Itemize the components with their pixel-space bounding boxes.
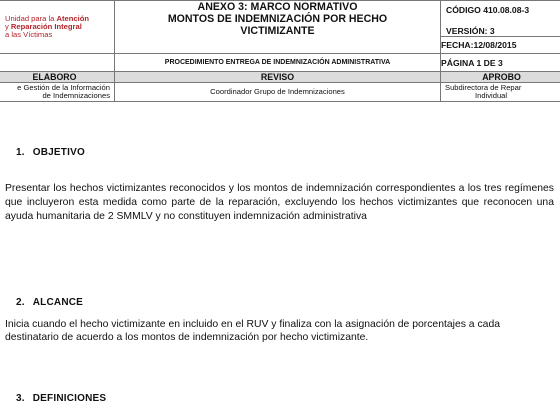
logo-cell [0,1,115,54]
document-header-table [0,0,560,102]
elaboro-label: ELABORO [0,72,115,83]
title-line-2: MONTOS DE INDEMNIZACIÓN POR HECHO [167,13,388,25]
aprobo-label: APROBO [441,72,560,83]
unidad-victimas-logo: Unidad para la Atención y Reparación Integral a las Víctimas [5,14,90,39]
section-3-heading: 3. DEFINICIONES [16,393,107,404]
elaboro-value: e Gestión de la Información de Indemnizaciones [0,83,115,102]
section-2-paragraph: Inicia cuando el hecho victimizante en incluido en el RUV y finaliza con la asignación de porcentajes a cada destinatario de acuerdo a los montos de indemnización por hecho victimizante. [5,319,501,343]
document-version: VERSIÓN: 3 [446,26,495,36]
section-1-heading: 1. OBJETIVO [16,147,85,158]
page-number: PÁGINA 1 DE 3 [441,54,560,72]
document-code: CÓDIGO 410.08.08-3 [446,5,530,15]
document-title-cell [115,1,441,54]
document-date: FECHA:12/08/2015 [441,37,560,54]
logo-cell-lower [0,54,115,72]
section-2-heading: 2. ALCANCE [16,297,84,308]
aprobo-value: Subdirectora de Repar Individual [441,83,560,102]
code-cell [441,1,560,37]
procedure-name: PROCEDIMIENTO ENTREGA DE INDEMNIZACIÓN ADMINISTRATIVA [115,54,441,72]
reviso-value: Coordinador Grupo de Indemnizaciones [115,83,441,102]
section-1-paragraph: Presentar los hechos victimizantes reconocidos y los montos de indemnización correspondientes a los tres regímenes que incluyeron esta medida como parte de la reparación, excluyendo los hechos victimizantes que reconocen una ayuda humanitaria de 2 SMMLV y no constituyen indemnización administrativa [5,183,554,222]
title-line-3: VICTIMIZANTE [240,25,315,37]
title-line-1: ANEXO 3: MARCO NORMATIVO [197,1,358,13]
reviso-label: REVISO [115,72,441,83]
